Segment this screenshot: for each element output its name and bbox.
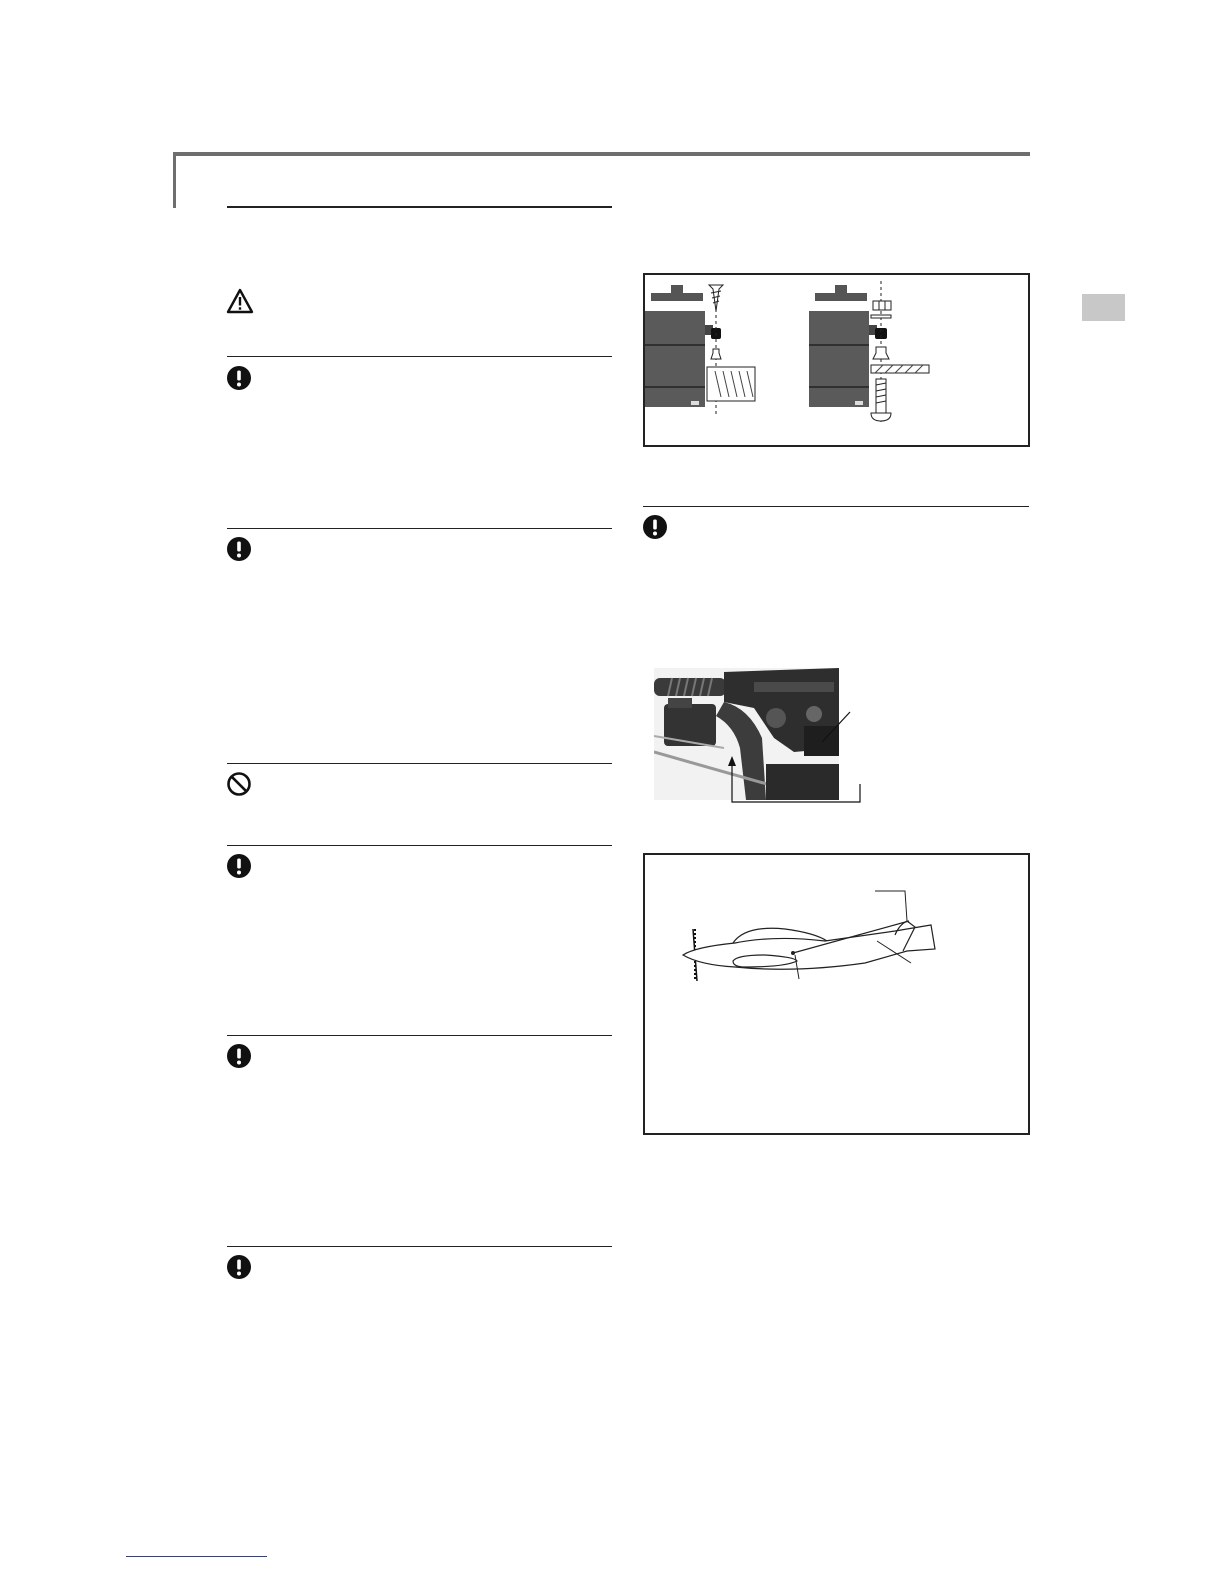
left-column-top-rule [227,206,612,208]
prohibited-icon [226,771,252,797]
exclamation-circle-icon [226,365,252,391]
section-rule-4 [227,845,612,846]
footer-link[interactable] [126,1556,267,1557]
mount-plate-left [707,367,755,401]
section-rule-6 [227,1246,612,1247]
exclamation-circle-icon [642,514,668,540]
airplane-figure [643,853,1030,1135]
section-rule-2 [227,528,612,529]
exclamation-circle-icon [226,1043,252,1069]
section-rule-5 [227,1035,612,1036]
section-tab [1082,294,1125,321]
header-bar-left-edge [173,152,176,208]
servo-mount-figure [643,273,1030,447]
exclamation-circle-icon [226,1254,252,1280]
mount-plate-right [871,365,929,373]
section-rule-1 [227,356,612,357]
header-bar [173,152,1030,156]
exclamation-circle-icon [226,853,252,879]
right-section-rule [643,506,1029,507]
exclamation-circle-icon [226,536,252,562]
bolt-and-nut [871,281,891,423]
warning-triangle-icon [226,288,252,314]
section-rule-3 [227,763,612,764]
helicopter-photo [654,668,864,804]
